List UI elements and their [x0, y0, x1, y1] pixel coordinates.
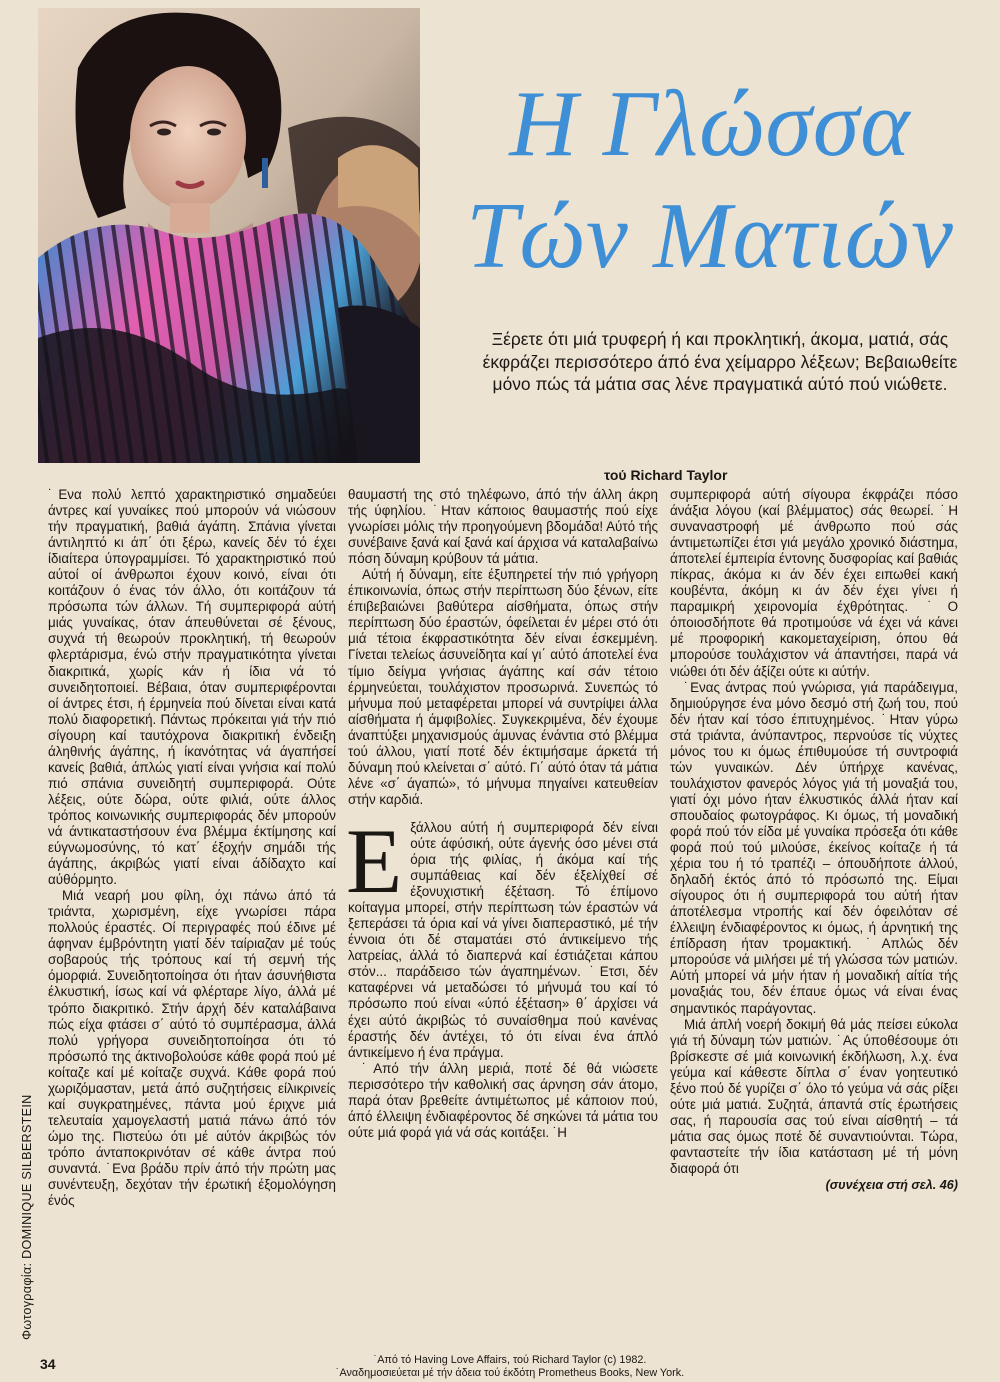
paragraph: Μιά άπλή νοερή δοκιμή θά μάς πείσει εύκολα γιά τή δύναμη τών ματιών. ˙Ας ύποθέσουμε ότι βρίσκεστε σέ μιά κοινωνική έκδήλωση, λ.χ. ένα γεύμα καί κάθεστε δίπλα σ΄ έναν γοητευτικό ξένο πού δέ γυρίζει σ΄ όλο τό γεύμα νά σάς ρίξει ούτε μιά ματιά. Συζητά, άπαντά στίς έρωτήσεις σας, ή παρουσία σας τού είναι αίσθητή – τά μάτια σας όμως ποτέ δέ συναντιούνται. Τώρα, φανταστείτε τήν ίδια κατάσταση μέ τή μόνη διαφορά ότι — [670, 1016, 958, 1176]
paragraph: ˙Ενα πολύ λεπτό χαρακτηριστικό σημαδεύει άντρες καί γυναίκες πού μπορούν νά νιώσουν τήν πραγματική, βαθιά άγάπη. Σπάνια γίνεται άντιληπτό κι άπ΄ ότι ξέρω, κανείς δέν τό έχει ίδιαίτερα ύπογραμμίσει. Τό χαρακτηριστικό πού αύτοί οί άνθρωποι έχουν κοινό, είναι ότι κοιτάζουν ό ένας τόν άλλο, ότι κοιτάζουν τά πρόσωπα τών άλλων. Τή συμπεριφορά αύτή μιάς γυναίκας, όταν άπευθύνεται σέ ξένους, συχνά τή θεωρούν προκλητική, τή θεωρούν φλερτάρισμα, ένώ στήν πραγματικότητα γίνεται διακριτικά, χωρίς κάν ή ίδια νά τό συνειδητοποιεί. Βέβαια, όταν συμπεριφέρονται οί άντρες έτσι, ή έρμηνεία πού δίνεται είναι κατά πολύ διαφορετική. Πάντως πρόκειται γιά τήν πιό σίγουρη καί ταυτόχρονα διακριτική ένδειξη άληθινής άγάπης, ή ίκανότητας νά άγαπήσεί κανείς βαθιά, άπλώς γιατί είναι γνήσια καί πολύ πιό σπάνια συνειδητή συμπεριφορά. Ούτε λέξεις, ούτε δώρα, ούτε φιλιά, ούτε άλλος τρόπος κοινωνικής συμπεριφοράς δέν μπορούν νά άντικαταστήσουν ένα βλέμμα έκτίμησης καί εύγνωμοσύνης, τό κατ΄ έξοχήν σημάδι τής άγάπης, άκριβώς γιατί είναι άδίδαχτο καί αύθόρμητο. — [48, 487, 336, 888]
paragraph: θαυμαστή της στό τηλέφωνο, άπό τήν άλλη άκρη τής ύφηλίου. ˙Ηταν κάποιος θαυμαστής πού είχε γνωρίσει μόλις τήν προηγούμενη βδομάδα! Αύτό τής συνέβαινε ξανά καί ξανά καί άρχισα νά καταλαβαίνω πόση δύναμη κρύβουν τά μάτια. — [348, 487, 658, 567]
article-title — [450, 68, 970, 292]
page-number: 34 — [40, 1356, 56, 1372]
title-line-2: Τών Ματιών — [466, 184, 954, 288]
paragraph: Αύτή ή δύναμη, είτε έξυπηρετεί τήν πιό γρήγορη έπικοινωνία, όπως στήν περίπτωση δύο ξένων, είτε έπιβεβαιώνει βαθύτερα αίσθήματα, όπως στήν περίπτωση δύο έραστών, όφείλεται έν μέρει στό ότι μιά τέτοια έκφραστικότητα δέν είναι έσκεμμένη. Γίνεται τελείως άσυνείδητα καί γι΄ αύτό άποτελεί ένα τίμιο δείγμα γνήσιας άγάπης καί σάν τέτοιο έρμηνεύεται, τουλάχιστον προσωρινά. Συνεπώς τό μήνυμα πού μεταφέρεται μπορεί νά συντρίψει άλλα αίσθήματα ή άμφιβολίες. Συγκεκριμένα, δέν έχουμε άναπτύξει μηχανισμούς άμυνας ένάντια στό βλέμμα τού άλλου, γιατί ποτέ δέν έκτιμήσαμε άρκετά τή δύναμη πού κλείνεται σ΄ αύτό. Γι΄ αύτό όταν τά μάτια λένε «σ΄ άγαπώ», τό μήνυμα πηγαίνει κατευθείαν στήν καρδιά. — [348, 567, 658, 807]
photo-woman-striped-sweater — [38, 8, 420, 463]
paragraph: ˙Ενας άντρας πού γνώρισα, γιά παράδειγμα, δημιούργησε ένα μόνο δεσμό στή ζωή του, πού δέν ήταν καί τόσο έπιτυχημένος. ˙Ηταν γύρω στά τριάντα, άνύπαντρος, περνούσε τίς νύχτες μόνος του κι όμως έπιθυμούσε τή συντροφιά τών γυναικών. Δέν ύπήρχε κανένας, τουλάχιστον φανερός λόγος γιά τή μοναξιά του, γιατί όχι μόνο ήταν έλκυστικός άλλά ήταν καί σπουδαίος φωτογράφος. Κι όμως, τή μοναδική φορά πού τόν είδα μέ γυναίκα πρόσεξα ότι κάθε φορά πού τού μιλούσε, έκείνος κοίταζε ή τά χέρια του ή τό τραπέζι – όπουδήποτε άλλού, δηλαδή έκτός άπό τό πρόσωπό της. Είμαι σίγουρος ότι ή συμπεριφορά του αύτή ήταν άποτέλεσμα ντροπής καί δέν όφειλόταν σέ έλλειψη ένδιαφέροντος κι όμως, ή άρνητική της έπίδραση ήταν τρομακτική. ˙Απλώς δέν μπορούσε νά μιλήσει μέ τή γλώσσα τών ματιών. Αύτή μπορεί νά μήν ήταν ή μοναδική αίτία τής μοναξιάς του, δέν έπαυε όμως νά είναι ένας σημαντικός παράγοντας. — [670, 679, 958, 1016]
footnote — [300, 1354, 720, 1379]
paragraph: συμπεριφορά αύτή σίγουρα έκφράζει πόσο άνάξια λόγου (καί βλέμματος) σάς θεωρεί. ˙Η συναναστροφή μέ άνθρωπο πού σάς άντιμετωπίζει έτσι γιά μεγάλο χρονικό διάστημα, άποτελεί έμπειρία έντονης δυσφορίας καί βαθιάς πίκρας, άκόμα κι άν δέν έχει ειπωθεί κακή κουβέντα, άκόμη κι άν δέν έχει γίνει ή παραμικρή χειρονομία έχθρότητας. ˙Ο όποιοσδήποτε θά προτιμούσε νά έχει νά κάνει μέ προφορική κακομεταχείριση, όπου θά μπορούσε τουλάχιστον νά άπαντήσει, παρά νά νιώθει ότι δέν άξίζει ούτε κι αύτήν. — [670, 487, 958, 679]
column-2 — [348, 487, 658, 1141]
drop-cap: Ε — [346, 809, 403, 912]
photo-credit: Φωτογραφία: DOMINIQUE SILBERSTEIN — [20, 1094, 34, 1340]
footnote-line-1: ˙Από τό Having Love Affairs, τού Richard Taylor (c) 1982. — [373, 1354, 647, 1366]
title-line-1: Η Γλώσσα — [509, 72, 911, 176]
paragraph: ˙Από τήν άλλη μεριά, ποτέ δέ θά νιώσετε περισσότερο τήν καθολική σας άρνηση σάν άτομο, παρά όταν βρεθείτε άντιμέτωπος μέ κάποιον πού, άπό έλλειψη ένδιαφέροντος δέ σηκώνει τά μάτια του ούτε μιά φορά γιά νά σάς κοιτάξει. ˙Η — [348, 1060, 658, 1140]
byline: τού Richard Taylor — [604, 467, 728, 483]
paragraph: Μιά νεαρή μου φίλη, όχι πάνω άπό τά τριάντα, χωρισμένη, είχε γνωρίσει πάρα πολλούς έραστές. Οί περιγραφές πού έδινε μέ άφηναν έμβρόντητη γιατί δέν ταίριαζαν μέ τούς σοβαρούς τής τρόπους καί τή σεμνή τής όμορφιά. Συνειδητοποίησα ότι ήταν άσυνήθιστα έλκυστική, ίσως καί νά φλέρταρε λίγο, άλλά μέ τρόπο διακριτικό. Στήν άρχή δέν καταλάβαινα πώς είχα φτάσει σ΄ αύτό τό συμπέρασμα, άλλά πολύ γρήγορα συνειδητοποίησα ότι τό πρόσωπό της άκτινοβολούσε κάθε φορά πού μέ κοίταζε καί μέ κοίταζε συχνά. Κάθε φορά πού χωριζόμασταν, μετά άπό συζητήσεις είλικρινείς καί συγκρατημένες, πάντα μού έριχνε μιά τελευταία χαμογελαστή ματιά πάνω άπό τόν ώμο της. Πιστεύω ότι μέ αύτόν άκριβώς τόν τρόπο άνταποκρινόταν σέ κάθε άντρα πού συναντά. ˙Ενα βράδυ πρίν άπό τήν πρώτη μας συνέντευξη, δεχόταν τήν έρωτική έξομολόγηση ένός — [48, 888, 336, 1209]
intro-lede: Ξέρετε ότι μιά τρυφερή ή και προκλητική, άκομα, ματιά, σάς έκφράζει περισσότερο άπό ένα χείμαρρο λέξεων; Βεβαιωθείτε μόνο πώς τά μάτια σας λένε πραγματικά αύτό πού νιώθετε. — [482, 329, 958, 394]
column-3 — [670, 487, 958, 1193]
column-1 — [48, 487, 336, 1209]
paragraph-text: ξάλλου αύτή ή συμπεριφορά δέν είναι ούτε άφύσική, ούτε άγενής όσο μένει στά όρια τής φιλίας, ή άκόμα καί τής συμπάθειας καί δέν έξελίχθεί σέ έξονυχιστική έξέταση. Τό έπίμονο κοίταγμα μπορεί, στήν περίπτωση τών έραστών νά ξεπεράσει τά όρια καί νά γίνει διαπεραστικό, μέ τήν έννοια ότι δέ σταματάει στό άντικείμενο τής λατρείας, άλλά τό διαπερνά καί έστιάζεται κάπου στόν... παράδεισο τών άγαπημένων. ˙Ετσι, δέν καταφέρνει νά μεταδώσει τό μήνυμά του καί τό πρόσωπο πού είναι «ύπό έξέταση» θ΄ άρχίσει νά έχει αύτό άκριβώς τό συναίσθημα πού κανένας έραστής δέν άντέχει, τό ότι είναι ένα άπλό άντικείμενο ή ένα πράγμα. — [348, 819, 658, 1060]
paragraph-with-drop-cap — [346, 809, 658, 1061]
footnote-line-2: ˙Αναδημοσιεύεται μέ τήν άδεια τού έκδότη Prometheus Books, New York. — [335, 1366, 685, 1379]
continued-note: (συνέχεια στή σελ. 46) — [825, 1178, 958, 1193]
